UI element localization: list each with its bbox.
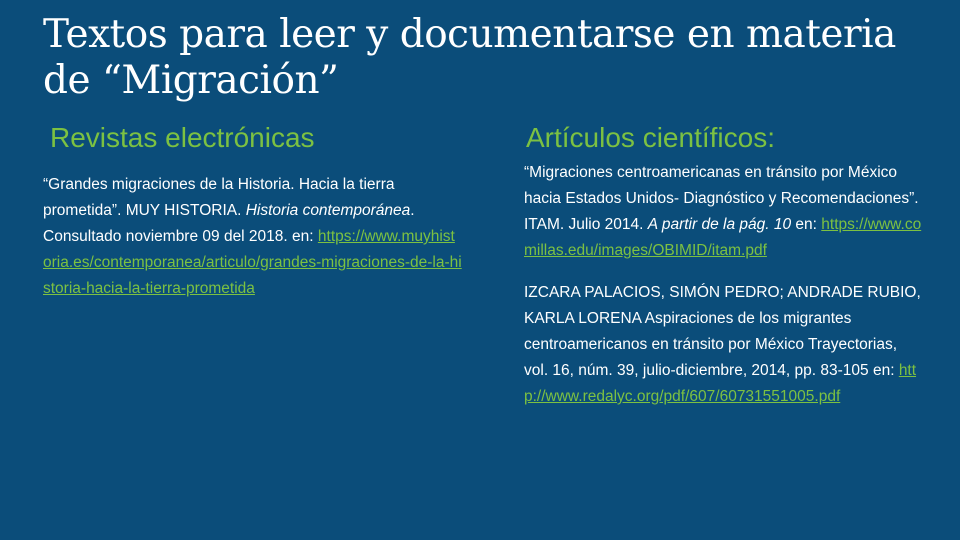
slide-title: Textos para leer y documentarse en materia de “Migración” <box>43 12 896 103</box>
reference-italic: A partir de la pág. 10 <box>647 216 792 233</box>
left-column <box>43 172 463 302</box>
link-comillas[interactable]: https://www.comillas.edu/images/OBIMID/itam.pdf <box>524 216 922 259</box>
reference-text-2: en: <box>791 216 822 233</box>
heading-articulos-cientificos: Artículos científicos: <box>526 122 775 153</box>
reference-izcara <box>524 280 924 410</box>
reference-italic: Historia contemporánea <box>245 202 411 219</box>
heading-revistas-electronicas: Revistas electrónicas <box>50 122 315 153</box>
link-muyhistoria[interactable]: https://www.muyhistoria.es/contemporanea/articulo/grandes-migraciones-de-la-historia-hacia-la-tierra-prometida <box>43 228 462 297</box>
reference-text: IZCARA PALACIOS, SIMÓN PEDRO; ANDRADE RUBIO, KARLA LORENA Aspiraciones de los migrantes centroamericanos en tránsito por México Trayectorias, vol. 16, núm. 39, julio-diciembre, 2014, pp. 83-105 en: <box>524 284 921 379</box>
reference-itam <box>524 160 924 264</box>
link-redalyc[interactable]: http://www.redalyc.org/pdf/607/60731551005.pdf <box>524 362 917 405</box>
right-column <box>524 160 924 410</box>
reference-text-2: . Consultado noviembre 09 del 2018. en: <box>43 202 415 245</box>
reference-text: “Migraciones centroamericanas en tránsito por México hacia Estados Unidos- Diagnóstico y Recomendaciones”. ITAM. Julio 2014. <box>524 164 919 233</box>
reference-text: “Grandes migraciones de la Historia. Hacia la tierra prometida”. MUY HISTORIA. <box>43 176 395 219</box>
reference-muy-historia <box>43 172 463 302</box>
